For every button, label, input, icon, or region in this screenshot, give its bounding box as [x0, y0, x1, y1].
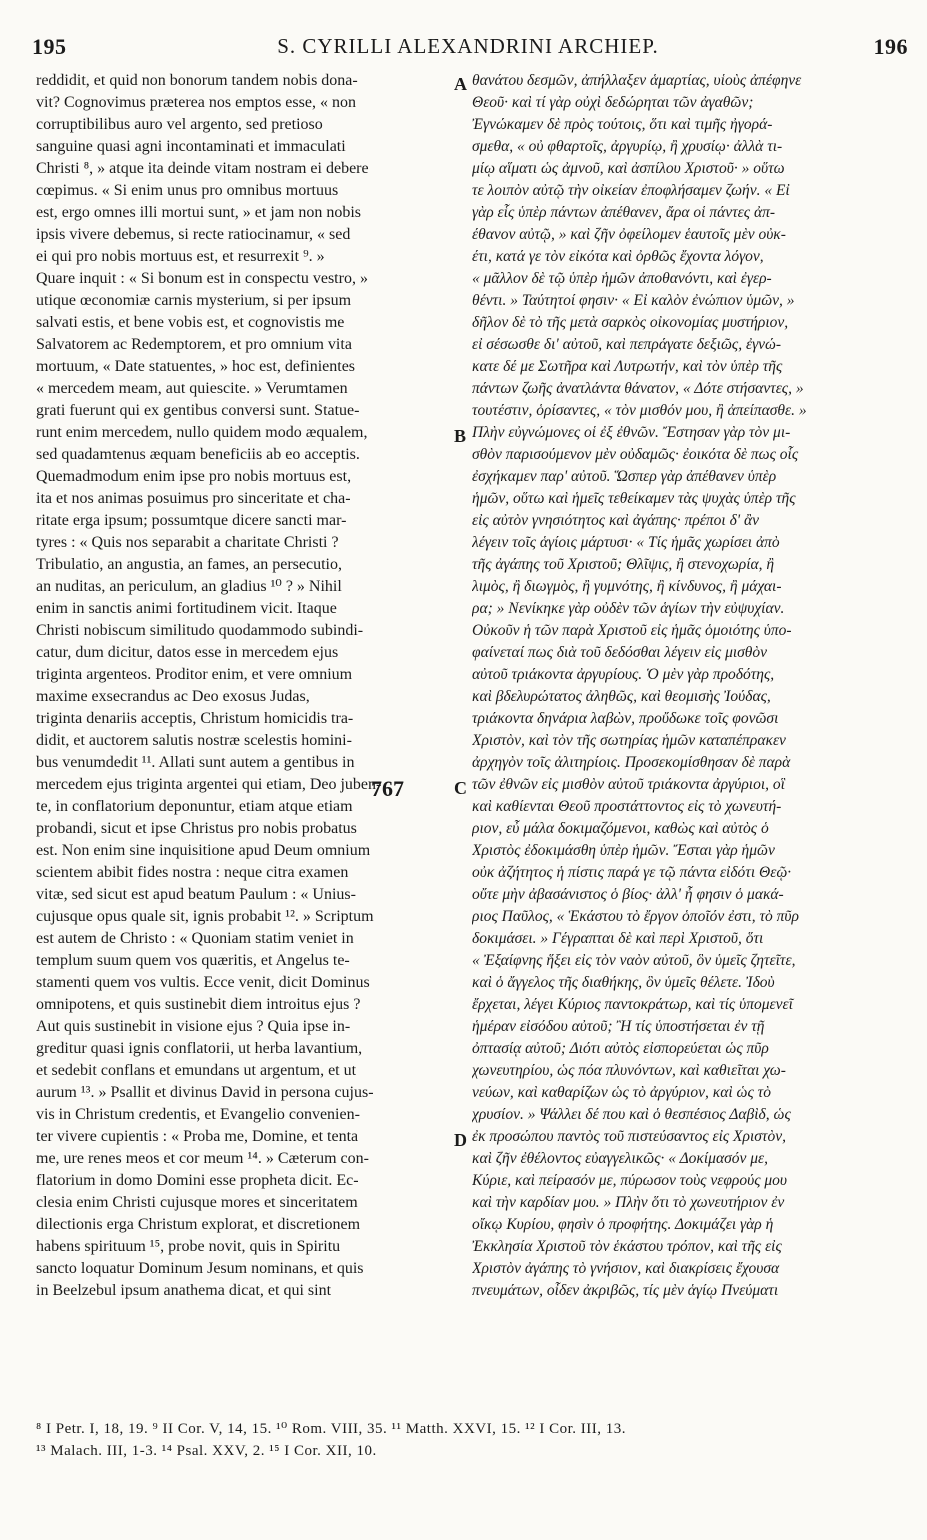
latin-column — [36, 70, 456, 1302]
greek-text-line: Κύριε, καὶ πείρασόν με, πύρωσον τοὺς νεφρούς μου — [472, 1172, 788, 1189]
footnote-line: ⁸ I Petr. I, 18, 19. ⁹ II Cor. V, 14, 15. ¹⁰ Rom. VIII, 35. ¹¹ Matth. XXVI, 15. ¹² I Cor. III, 13. — [36, 1421, 627, 1437]
greek-text-line: κατε δέ με Σωτῆρα καὶ Λυτρωτήν, καὶ τὸν ὑπὲρ τῆς — [472, 358, 783, 375]
latin-text-line: me, ure renes meos et cor meum ¹⁴. » Cæterum con- — [36, 1150, 369, 1167]
latin-text-line: ritate erga ipsum; possumtque dicere sancti mar- — [36, 512, 347, 529]
latin-text-line: Christi nobiscum similitudo quodammodo subindi- — [36, 622, 364, 639]
latin-text-line: sancto loquatur Dominum Jesum nominans, et quis — [36, 1260, 364, 1277]
greek-text-line: « Ἐξαίφνης ἥξει εἰς τὸν ναὸν αὐτοῦ, ὃν ὑμεῖς ζητεῖτε, — [472, 952, 796, 969]
latin-text-line: vitæ, sed sicut est apud beatum Paulum : « Unius- — [36, 886, 356, 903]
greek-text-line: έτι, κατά γε τὸν εἰκότα καὶ ὀρθῶς ἔχοντα λόγον, — [472, 248, 764, 265]
latin-text-line: bus venumdedit ¹¹. Allati sunt autem a gentibus in — [36, 754, 355, 771]
greek-text-line: ριον, εὖ μάλα δοκιμαζόμενοι, καθὼς καὶ αὐτὸς ὁ — [472, 820, 769, 837]
latin-text-line: aurum ¹³. » Psallit et divinus David in persona cujus- — [36, 1084, 374, 1101]
latin-text-line: mercedem ejus triginta argentei qui etiam, Deo juben- — [36, 776, 382, 793]
latin-text-line: runt enim mercedem, nullo quidem modo æqualem, — [36, 424, 368, 441]
greek-text-line: « μᾶλλον δὲ τῷ ὑπὲρ ἡμῶν ἀποθανόντι, καὶ ἐγερ- — [472, 270, 772, 287]
footnote-line: ¹³ Malach. III, 1-3. ¹⁴ Psal. XXV, 2. ¹⁵ I Cor. XII, 10. — [36, 1443, 377, 1459]
latin-text-line: greditur quasi ignis conflatorii, ut herba lavantium, — [36, 1040, 363, 1057]
greek-text-line: εἰ σέσωσθε δι' αὐτοῦ, καὶ πεπράγατε δεξιῶς, ἐγνώ- — [472, 336, 782, 353]
greek-text-line: ἐσχήκαμεν παρ' αὐτοῦ. Ὥσπερ γὰρ ἀπέθανεν ὑπὲρ — [472, 468, 777, 485]
latin-text-line: maxime exsecrandus ac Deo exosus Judas, — [36, 688, 310, 705]
latin-text-line: te, in conflatorium deponuntur, etiam atque etiam — [36, 798, 353, 815]
greek-text-line: καὶ βδελυρώτατος ἀληθῶς, καὶ θεομισὴς Ἰούδας, — [472, 688, 771, 705]
section-marker-c: C — [454, 778, 467, 798]
greek-text-line: λιμὸς, ἢ διωγμὸς, ἢ γυμνότης, ἢ κίνδυνος, ἢ μάχαι- — [472, 578, 782, 595]
latin-text-line: grati fuerunt qui ex gentibus conversi sunt. Statue- — [36, 402, 360, 419]
column-number: 767 — [371, 776, 404, 801]
latin-text-line: omnipotens, et quis sustinebit diem introitus ejus ? — [36, 996, 361, 1013]
greek-text-line: ἔρχεται, λέγει Κύριος παντοκράτωρ, καὶ τίς ὑπομενεῖ — [472, 996, 793, 1013]
latin-text-line: ei qui pro nobis mortuus est, et resurrexit ⁹. » — [36, 248, 325, 265]
greek-text-line: ἀρχηγὸν τοῖς ἀλιτηρίοις. Προσεκομίσθησαν δὲ παρὰ — [472, 754, 791, 771]
greek-text-line: γὰρ εἷς ὑπὲρ πάντων ἀπέθανεν, ἄρα οἱ πάντες ἀπ- — [472, 204, 776, 221]
latin-text-line: est, ergo omnes illi mortui sunt, » et jam non nobis — [36, 204, 362, 221]
latin-text-line: clesia enim Christi cujusque mores et sinceritatem — [36, 1194, 358, 1211]
greek-text-line: ριος Παῦλος, « Ἑκάστου τὸ ἔργον ὁποῖόν ἐστι, τὸ πῦρ — [472, 908, 799, 925]
latin-text-line: flatorium in domo Domini esse propheta dicit. Ec- — [36, 1172, 359, 1189]
page-number-left: 195 — [32, 34, 67, 59]
greek-text-line: χρυσίον. » Ψάλλει δέ που καὶ ὁ θεσπέσιος Δαβὶδ, ὡς — [472, 1106, 791, 1123]
greek-text-line: Ἐγνώκαμεν δὲ πρὸς τούτοις, ὅτι καὶ τιμῆς ἠγορά- — [472, 116, 773, 133]
greek-text-line: λέγειν τοῖς ἁγίοις μάρτυσι· « Τίς ἡμᾶς χωρίσει ἀπὸ — [472, 534, 780, 551]
greek-text-line: δοκιμάσει. » Γέγραπται δὲ καὶ περὶ Χριστοῦ, ὅτι — [472, 930, 764, 947]
latin-text-line: reddidit, et quid non bonorum tandem nobis dona- — [36, 72, 358, 89]
latin-text-line: dilectionis erga Christum explorat, et discretionem — [36, 1216, 361, 1233]
greek-text-line: δῆλον δὲ τὸ τῆς μετὰ σαρκὸς οἰκονομίας μυστήριον, — [472, 314, 789, 331]
greek-text-line: θέντι. » Ταύτητοί φησιν· « Εἰ καλὸν ἐνώπιον ὑμῶν, » — [472, 292, 795, 309]
greek-text-line: έθανον αὐτῷ, » καὶ ζῆν ὀφείλομεν ἑαυτοῖς μὲν οὐκ- — [472, 226, 786, 243]
latin-text-line: didit, et auctorem salutis nostræ scelestis homini- — [36, 732, 352, 749]
latin-text-line: sanguine quasi agni incontaminati et immaculati — [36, 138, 346, 155]
greek-text-line: τουτέστιν, ὁρίσαντες, « τὸν μισθόν μου, ἢ ἀπείπασθε. » — [472, 402, 807, 419]
greek-text-line: οὔτε μὴν ἀβασάνιστος ὁ βίος· ἀλλ' ἦ φησιν ὁ μακά- — [472, 886, 784, 903]
latin-text-line: habens spirituum ¹⁵, probe novit, quis in Spiritu — [36, 1238, 341, 1255]
greek-text-line: πάντων ζωῆς ἀνατλάντα θάνατον, « Δότε στήσαντες, » — [472, 380, 804, 397]
greek-text-line: καὶ ὁ ἄγγελος τῆς διαθήκης, ὃν ὑμεῖς θέλετε. Ἰδοὺ — [472, 974, 775, 991]
greek-text-line: σμεθα, « οὐ φθαρτοῖς, ἀργυρίῳ, ἢ χρυσίῳ· ἀλλὰ τι- — [472, 138, 783, 155]
latin-text-line: in Beelzebul ipsum anathema dicat, et qui sint — [36, 1282, 332, 1299]
latin-text-line: corruptibilibus auro vel argento, sed pretioso — [36, 116, 323, 133]
section-marker-b: B — [454, 426, 467, 446]
latin-text-line: an nuditas, an periculum, an gladius ¹⁰ ? » Nihil — [36, 578, 342, 595]
greek-text-line: καὶ ζῆν ἐθέλοντος εὐαγγελικῶς· « Δοκίμασόν με, — [472, 1150, 768, 1167]
latin-text-line: enim in sanctis animi fortitudinem vicit. Itaque — [36, 600, 337, 617]
greek-text-line: τῆς ἀγάπης τοῦ Χριστοῦ; Θλῖψις, ἢ στενοχωρία, ἢ — [472, 556, 775, 573]
greek-text-line: καὶ τὴν καρδίαν μου. » Πλὴν ὅτι τὸ χωνευτήριον ἐν — [472, 1194, 785, 1211]
greek-text-line: σθὸν παρισούμενον μὲν οὐδαμῶς· ἐοικότα δὲ πως οἷς — [472, 446, 799, 463]
page-number-right: 196 — [873, 34, 908, 59]
greek-text-line: νεύων, καὶ καθαρίζων ὡς τὸ ἀργύριον, καὶ ὡς τὸ — [472, 1084, 771, 1101]
greek-text-line: πνευμάτων, οἶδεν ἀκριβῶς, τίς μὲν ἁγίῳ Πνεύματι — [472, 1282, 779, 1299]
greek-text-line: εἰς αὐτὸν γνησιότητος καὶ ἀγάπης· πρέποι δ' ἂν — [472, 512, 760, 529]
latin-text-line: Aut quis sustinebit in visione ejus ? Quia ipse in- — [36, 1018, 351, 1035]
latin-text-line: triginta argenteos. Proditor enim, et vere omnium — [36, 666, 353, 683]
greek-text-line: Ἐκκλησία Χριστοῦ τὸν ἑκάστου τρόπον, καὶ τῆς εἰς — [472, 1238, 782, 1255]
section-marker-a: A — [454, 74, 467, 94]
latin-text-line: scientem abibit fides nostra : neque citra examen — [36, 864, 349, 881]
latin-text-line: tyres : « Quis nos separabit a charitate Christi ? — [36, 534, 339, 551]
latin-text-line: probandi, sicut et ipse Christus pro nobis probatus — [36, 820, 357, 837]
latin-text-line: mortuum, « Date statuentes, » hoc est, definientes — [36, 358, 356, 375]
latin-text-line: ita et nos animas posuimus pro sinceritate et cha- — [36, 490, 351, 507]
latin-text-line: Salvatorem ac Redemptorem, et pro omnium vita — [36, 336, 352, 353]
latin-text-line: Christi ⁸, » atque ita deinde vitam nostram ei debere — [36, 160, 369, 177]
greek-text-line: οἴκῳ Κυρίου, φησὶν ὁ προφήτης. Δοκιμάζει γὰρ ἡ — [472, 1216, 774, 1233]
greek-column — [472, 70, 902, 1302]
greek-text-line: ἐκ προσώπου παντὸς τοῦ πιστεύσαντος εἰς Χριστὸν, — [472, 1128, 786, 1145]
greek-text-line: ὀπτασίᾳ αὐτοῦ; Διότι αὐτὸς εἰσπορεύεται ὡς πῦρ — [472, 1040, 769, 1057]
greek-text-line: τε λοιπὸν αὐτῷ τὴν οἰκείαν ἐποφλήσαμεν ζωήν. « Εἰ — [472, 182, 790, 199]
latin-text-line: et sedebit conflans et emundans ut argentum, et ut — [36, 1062, 357, 1079]
latin-text-line: « mercedem meam, aut quiescite. » Verumtamen — [36, 380, 348, 397]
latin-text-line: templum suum quem vos quæritis, et Angelus te- — [36, 952, 350, 969]
latin-text-line: Quare inquit : « Si bonum est in conspectu vestro, » — [36, 270, 368, 287]
latin-text-line: cœpimus. « Si enim unus pro omnibus mortuus — [36, 182, 339, 199]
latin-text-line: salvati estis, et bene vobis est, et cognovistis me — [36, 314, 345, 331]
greek-text-line: φαίνεταί πως διὰ τοῦ δεδόσθαι λέγειν εἰς μισθὸν — [472, 644, 768, 661]
greek-text-line: Οὐκοῦν ἡ τῶν παρὰ Χριστοῦ εἰς ἡμᾶς ὁμοιότης ὑπο- — [472, 622, 792, 639]
latin-text-line: Quemadmodum enim ipse pro nobis mortuus est, — [36, 468, 352, 485]
latin-text-line: est autem de Christo : « Quoniam statim veniet in — [36, 930, 354, 947]
greek-text-line: Χριστὸς ἐδοκιμάσθη ὑπὲρ ἡμῶν. Ἔσται γὰρ ἡμῶν — [472, 842, 775, 859]
greek-text-line: ρα; » Νενίκηκε γὰρ οὐδὲν τῶν ἁγίων τὴν εὐψυχίαν. — [472, 600, 785, 617]
latin-text-line: catur, dum dicitur, datos esse in mercedem ejus — [36, 644, 339, 661]
greek-text-line: Χριστὸν ἀγάπης τὸ γνήσιον, καὶ διακρίσεις ἔχουσα — [472, 1260, 780, 1277]
latin-text-line: ipsis vivere debemus, si recte ratiocinamur, « sed — [36, 226, 351, 243]
greek-text-line: Χριστὸν, καὶ τὸν τῆς σωτηρίας ἡμῶν καταπέπρακεν — [472, 732, 786, 749]
greek-text-line: μίῳ αἵματι ὡς ἀμνοῦ, καὶ ἀσπίλου Χριστοῦ· » οὕτω — [472, 160, 785, 177]
latin-text-line: cujusque opus quale sit, ignis probabit ¹². » Scriptum — [36, 908, 374, 925]
latin-text-line: Tribulatio, an angustia, an fames, an persecutio, — [36, 556, 342, 573]
latin-text-line: utique œconomiæ carnis mysterium, si per ipsum — [36, 292, 352, 309]
greek-text-line: τριάκοντα δηνάρια λαβὼν, προὔδωκε τοῖς φονῶσι — [472, 710, 779, 727]
greek-text-line: θανάτου δεσμῶν, ἀπήλλαξεν ἁμαρτίας, υἱοὺς ἀπέφηνε — [472, 72, 802, 89]
greek-text-line: οὐκ ἀζήτητος ἡ πίστις παρά γε τῷ πάντα εἰδότι Θεῷ· — [472, 864, 792, 881]
latin-text-line: sed quadamtenus æquam beneficiis ab eo acceptis. — [36, 446, 360, 463]
latin-text-line: vit? Cognovimus præterea nos emptos esse, « non — [36, 94, 356, 111]
page-header — [28, 34, 908, 64]
greek-text-line: Πλὴν εὐγνώμονες οἱ ἐξ ἐθνῶν. Ἔστησαν γὰρ τὸν μι- — [472, 424, 791, 441]
greek-text-line: ἡμέραν εἰσόδου αὐτοῦ; Ἢ τίς ὑποστήσεται ἐν τῇ — [472, 1018, 765, 1035]
latin-text-line: ter vivere cupientis : « Proba me, Domine, et tenta — [36, 1128, 359, 1145]
footnotes — [36, 1418, 906, 1462]
latin-text-line: est. Non enim sine inquisitione apud Deum omnium — [36, 842, 371, 859]
greek-text-line: τῶν ἐθνῶν εἰς μισθὸν αὐτοῦ τριάκοντα ἀργύριοι, οἳ — [472, 776, 785, 793]
latin-text-line: stamenti quem vos vultis. Ecce venit, dicit Dominus — [36, 974, 370, 991]
greek-text-line: καὶ καθίενται Θεοῦ προστάττοντος εἰς τὸ χωνευτή- — [472, 798, 782, 815]
greek-text-line: Θεοῦ· καὶ τί γὰρ οὐχὶ δεδώρηται τῶν ἀγαθῶν; — [472, 94, 754, 111]
greek-text-line: ἡμῶν, οὕτω καὶ ἡμεῖς τεθείκαμεν τὰς ψυχὰς ὑπὲρ τῆς — [472, 490, 796, 507]
running-title: S. CYRILLI ALEXANDRINI ARCHIEP. — [277, 34, 659, 58]
greek-text-line: αὐτοῦ τριάκοντα ἀργυρίους. Ὁ μὲν γὰρ προδότης, — [472, 666, 775, 683]
section-marker-d: D — [454, 1130, 467, 1150]
latin-text-line: vis in Christum credentis, et Evangelio convenien- — [36, 1106, 360, 1123]
latin-text-line: triginta denariis acceptis, Christum homicidis tra- — [36, 710, 354, 727]
greek-text-line: χωνευτηρίου, ὡς πόα πλυνόντων, καὶ καθιεῖται χω- — [472, 1062, 786, 1079]
